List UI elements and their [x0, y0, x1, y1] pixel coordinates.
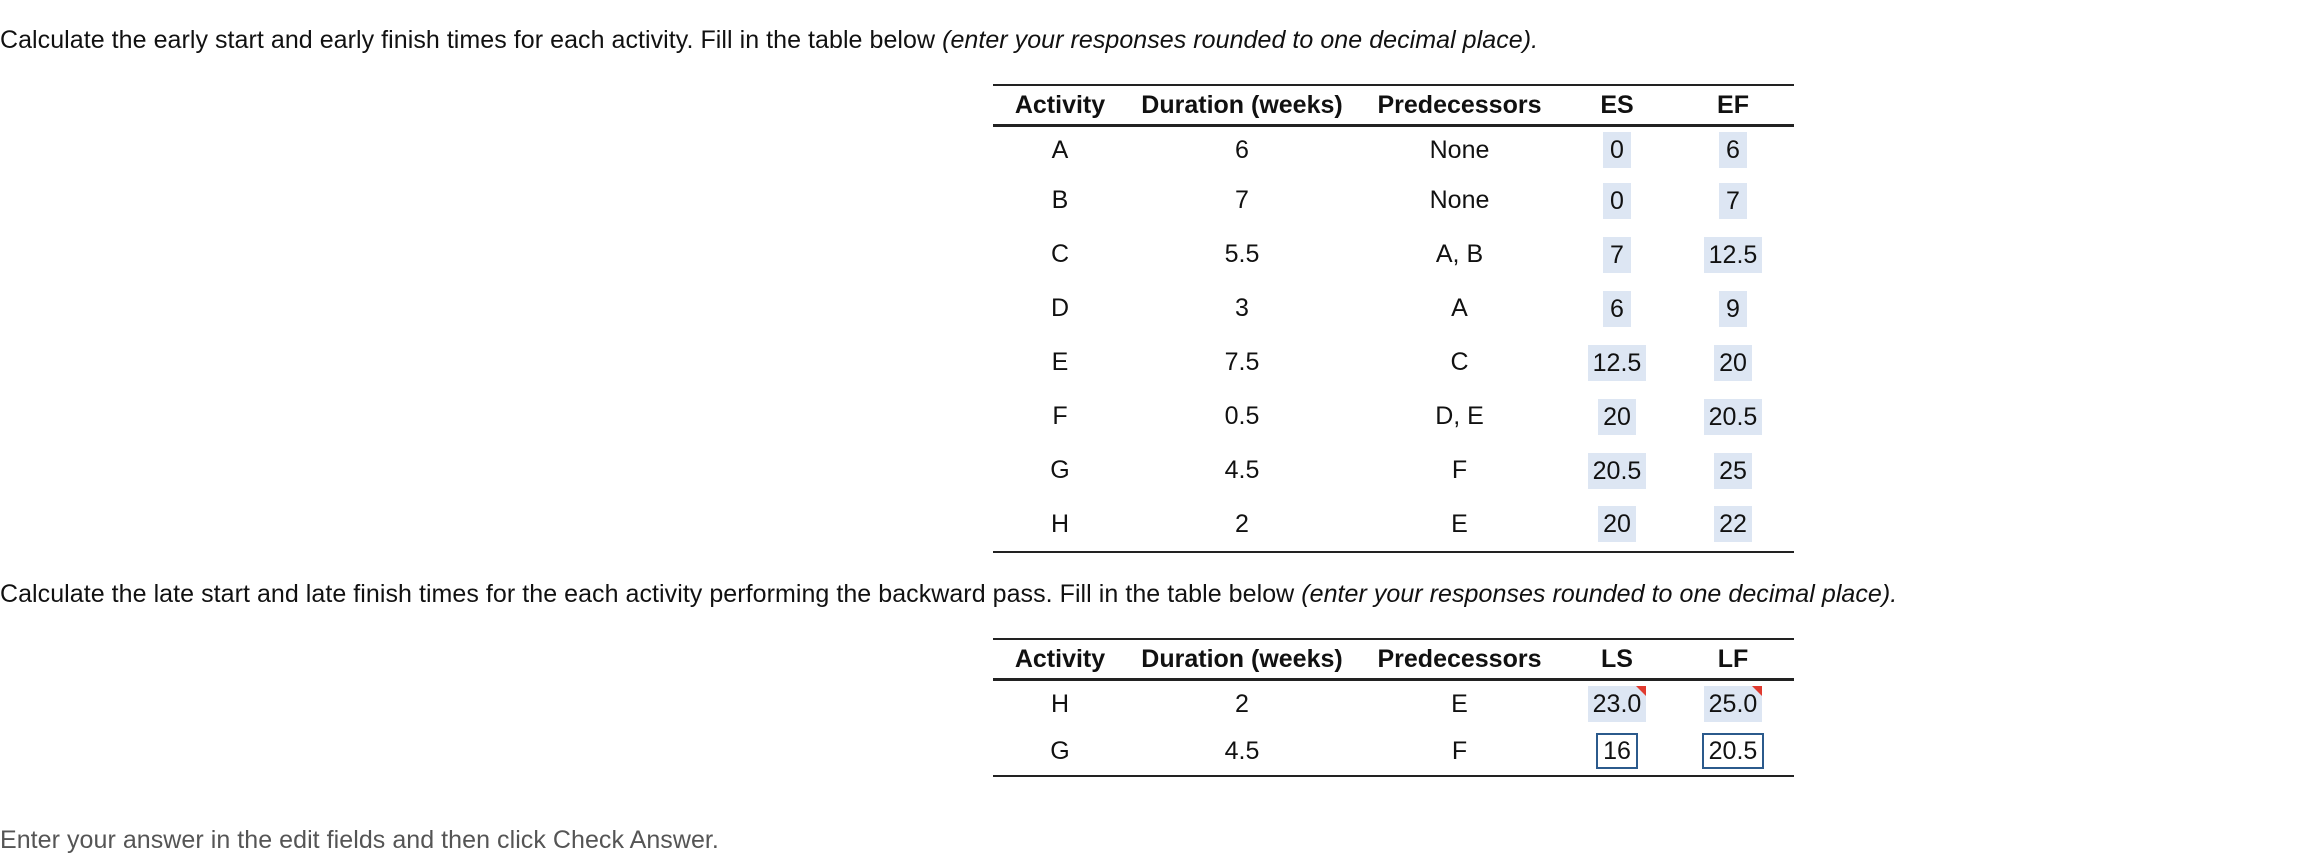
ef-answer-field[interactable]: 12.5 — [1704, 237, 1763, 273]
es-cell — [1562, 444, 1672, 498]
ls-prompt-text: Calculate the late start and late finish times for the each activity performing the backward pass. Fill in the table below — [0, 580, 1295, 608]
ef-answer-field[interactable]: 20.5 — [1704, 399, 1763, 435]
ef-answer-field[interactable]: 25 — [1714, 453, 1752, 489]
es-cell — [1562, 282, 1672, 336]
ls-prompt — [0, 580, 1897, 609]
predecessors-cell: None — [1429, 135, 1490, 164]
table-header-row — [993, 85, 1794, 126]
es-prompt-instruction: (enter your responses rounded to one decimal place). — [942, 26, 1539, 54]
table-row — [993, 282, 1794, 336]
col-header-ls: LS — [1601, 644, 1633, 673]
es-cell — [1562, 174, 1672, 228]
table-row — [993, 728, 1794, 776]
activity-cell: G — [1050, 456, 1070, 484]
ls-cell — [1562, 728, 1672, 776]
ef-cell — [1672, 228, 1794, 282]
es-prompt-text: Calculate the early start and early finish times for each activity. Fill in the table below — [0, 26, 936, 54]
activity-cell: D — [1050, 294, 1070, 322]
predecessors-cell: E — [1451, 509, 1468, 538]
table-row — [993, 498, 1794, 552]
col-header-predecessors: Predecessors — [1377, 90, 1542, 119]
predecessors-cell: F — [1451, 456, 1468, 484]
duration-cell: 5.5 — [1224, 240, 1260, 268]
es-cell — [1562, 390, 1672, 444]
ef-cell — [1672, 174, 1794, 228]
es-cell — [1562, 126, 1672, 174]
predecessors-cell: F — [1451, 736, 1468, 765]
table-header-row — [993, 639, 1794, 680]
ef-cell — [1672, 390, 1794, 444]
ls-answer-field-incorrect[interactable]: 23.0 — [1588, 686, 1647, 722]
ef-cell — [1672, 282, 1794, 336]
col-header-es: ES — [1600, 90, 1634, 119]
ef-answer-field[interactable]: 7 — [1719, 183, 1747, 219]
es-answer-field[interactable]: 20.5 — [1588, 453, 1647, 489]
predecessors-cell: A — [1451, 294, 1468, 322]
col-header-duration: Duration (weeks) — [1141, 90, 1343, 119]
es-ef-table — [993, 84, 1794, 553]
activity-cell: F — [1052, 402, 1068, 430]
activity-cell: G — [1050, 736, 1070, 765]
predecessors-cell: C — [1450, 348, 1469, 376]
ef-answer-field[interactable]: 20 — [1714, 345, 1752, 381]
ef-cell — [1672, 336, 1794, 390]
duration-cell: 7 — [1235, 186, 1249, 214]
ls-cell — [1562, 680, 1672, 728]
es-answer-field[interactable]: 12.5 — [1588, 345, 1647, 381]
duration-cell: 6 — [1235, 135, 1249, 164]
es-answer-field[interactable]: 6 — [1603, 291, 1631, 327]
ls-input-field[interactable]: 16 — [1596, 733, 1638, 769]
ef-cell — [1672, 126, 1794, 174]
es-answer-field[interactable]: 0 — [1603, 183, 1631, 219]
lf-cell — [1672, 728, 1794, 776]
duration-cell: 7.5 — [1224, 348, 1260, 376]
col-header-duration: Duration (weeks) — [1141, 644, 1343, 673]
activity-cell: E — [1051, 348, 1069, 376]
footer-instruction: Enter your answer in the edit fields and then click Check Answer. — [0, 826, 719, 854]
lf-answer-field-incorrect[interactable]: 25.0 — [1704, 686, 1763, 722]
activity-cell: H — [1050, 509, 1070, 538]
table-row — [993, 228, 1794, 282]
ef-answer-field[interactable]: 9 — [1719, 291, 1747, 327]
col-header-ef: EF — [1717, 90, 1749, 119]
table-row — [993, 336, 1794, 390]
es-answer-field[interactable]: 7 — [1603, 237, 1631, 273]
ls-prompt-instruction: (enter your responses rounded to one decimal place). — [1301, 580, 1898, 608]
lf-input-field[interactable]: 20.5 — [1702, 733, 1765, 769]
ef-cell — [1672, 444, 1794, 498]
es-cell — [1562, 498, 1672, 552]
col-header-activity: Activity — [1014, 90, 1106, 119]
es-answer-field[interactable]: 20 — [1598, 506, 1636, 542]
activity-cell: A — [1051, 135, 1069, 164]
ef-answer-field[interactable]: 6 — [1719, 132, 1747, 168]
table-row — [993, 126, 1794, 174]
table-row — [993, 444, 1794, 498]
table-row — [993, 174, 1794, 228]
predecessors-cell: D, E — [1435, 402, 1484, 430]
es-cell — [1562, 228, 1672, 282]
es-prompt — [0, 26, 1538, 55]
table-row — [993, 390, 1794, 444]
es-answer-field[interactable]: 0 — [1603, 132, 1631, 168]
duration-cell: 4.5 — [1224, 456, 1260, 484]
predecessors-cell: None — [1429, 186, 1490, 214]
col-header-activity: Activity — [1014, 644, 1106, 673]
duration-cell: 4.5 — [1224, 736, 1260, 765]
predecessors-cell: E — [1451, 689, 1468, 718]
col-header-lf: LF — [1717, 644, 1749, 673]
activity-cell: H — [1050, 689, 1070, 718]
ef-answer-field[interactable]: 22 — [1714, 506, 1752, 542]
es-answer-field[interactable]: 20 — [1598, 399, 1636, 435]
lf-cell — [1672, 680, 1794, 728]
ef-cell — [1672, 498, 1794, 552]
table-row — [993, 680, 1794, 728]
duration-cell: 2 — [1235, 689, 1249, 718]
ls-lf-table — [993, 638, 1794, 777]
col-header-predecessors: Predecessors — [1377, 644, 1542, 673]
predecessors-cell: A, B — [1435, 240, 1484, 268]
activity-cell: C — [1050, 240, 1070, 268]
activity-cell: B — [1051, 186, 1069, 214]
duration-cell: 2 — [1235, 509, 1249, 538]
es-cell — [1562, 336, 1672, 390]
duration-cell: 0.5 — [1224, 402, 1260, 430]
duration-cell: 3 — [1235, 294, 1249, 322]
